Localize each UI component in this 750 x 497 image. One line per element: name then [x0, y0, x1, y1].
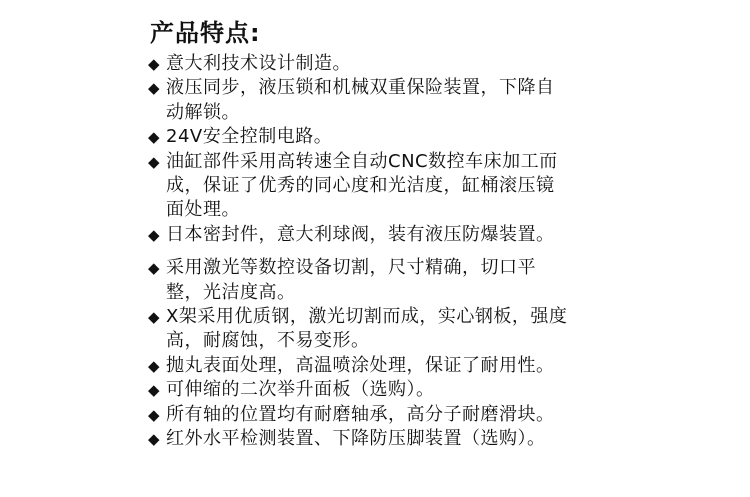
diamond-bullet-icon: ◆	[148, 356, 160, 375]
diamond-bullet-icon: ◆	[148, 381, 160, 400]
feature-item-6	[148, 256, 618, 305]
section-title: 产品特点:	[150, 19, 261, 47]
feature-text	[166, 125, 618, 149]
feature-line: 采用激光等数控设备切割，尺寸精确，切口平	[166, 257, 536, 279]
feature-line: 日本密封件，意大利球阀，装有液压防爆装置。	[166, 223, 555, 245]
feature-line: 动解锁。	[166, 101, 240, 123]
diamond-bullet-icon: ◆	[148, 128, 160, 147]
diamond-bullet-icon: ◆	[148, 55, 160, 73]
feature-text	[166, 150, 618, 223]
product-features-document	[148, 18, 618, 452]
feature-line: 抛丸表面处理，高温喷涂处理，保证了耐用性。	[166, 354, 555, 376]
feature-text	[166, 256, 618, 305]
feature-line: 面处理。	[166, 199, 240, 221]
feature-item-8	[148, 354, 618, 378]
feature-line: 意大利技术设计制造。	[166, 53, 351, 74]
diamond-bullet-icon: ◆	[148, 430, 160, 449]
feature-text	[166, 76, 618, 125]
feature-item-9	[148, 378, 618, 402]
feature-list	[148, 52, 618, 452]
feature-item-5	[148, 223, 618, 247]
feature-text	[166, 305, 618, 354]
feature-item-2	[148, 76, 618, 125]
feature-item-3	[148, 125, 618, 149]
diamond-bullet-icon: ◆	[148, 405, 160, 424]
diamond-bullet-icon: ◆	[148, 308, 160, 327]
diamond-bullet-icon: ◆	[148, 259, 160, 278]
feature-item-11	[148, 427, 618, 451]
feature-item-10	[148, 403, 618, 427]
feature-line: 油缸部件采用高转速全自动CNC数控车床加工而	[166, 150, 558, 172]
feature-text	[166, 52, 618, 76]
feature-text	[166, 403, 618, 427]
feature-item-1	[148, 52, 618, 76]
feature-line: 整，光洁度高。	[166, 281, 296, 303]
feature-line: 红外水平检测装置、下降防压脚装置（选购）。	[166, 428, 546, 450]
feature-line: 液压同步，液压锁和机械双重保险装置，下降自	[166, 77, 555, 99]
feature-text	[166, 223, 618, 247]
feature-text	[166, 427, 618, 451]
feature-line: 成，保证了优秀的同心度和光洁度，缸桶滚压镜	[166, 175, 555, 197]
diamond-bullet-icon: ◆	[148, 225, 160, 244]
feature-line: 所有轴的位置均有耐磨轴承，高分子耐磨滑块。	[166, 403, 555, 425]
diamond-bullet-icon: ◆	[148, 152, 160, 171]
feature-line: 高，耐腐蚀，不易变形。	[166, 330, 370, 352]
feature-text	[166, 378, 618, 402]
feature-line: 24V安全控制电路。	[166, 126, 333, 148]
feature-line: 可伸缩的二次举升面板（选购）。	[166, 379, 435, 401]
feature-item-4	[148, 150, 618, 223]
diamond-bullet-icon: ◆	[148, 79, 160, 98]
feature-item-7	[148, 305, 618, 354]
feature-line: X架采用优质钢，激光切割而成，实心钢板，强度	[166, 306, 568, 328]
feature-text	[166, 354, 618, 378]
